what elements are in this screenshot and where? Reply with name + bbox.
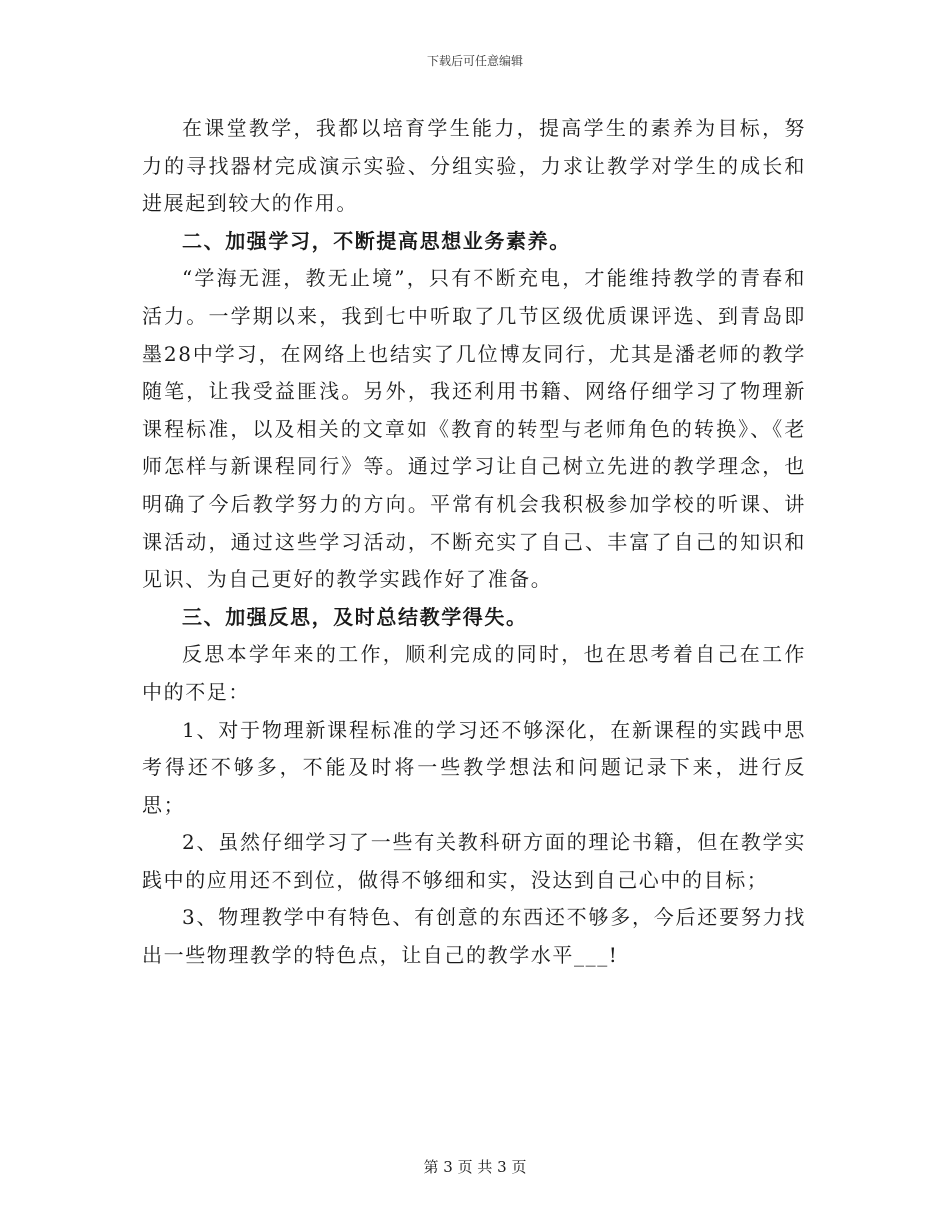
list-item-2: 2、虽然仔细学习了一些有关教科研方面的理论书籍，但在教学实践中的应用还不到位，做得不够细和实，没达到自己心中的目标； [142, 830, 806, 892]
paragraph-reflection-intro: 反思本学年来的工作，顺利完成的同时，也在思考着自己在工作中的不足： [142, 642, 806, 704]
paragraph-classroom-teaching: 在课堂教学，我都以培育学生能力，提高学生的素养为目标，努力的寻找器材完成演示实验、分组实验，力求让教学对学生的成长和进展起到较大的作用。 [142, 116, 806, 216]
list-item-1: 1、对于物理新课程标准的学习还不够深化，在新课程的实践中思考得还不够多，不能及时将一些教学想法和问题记录下来，进行反思； [142, 717, 806, 817]
page-number-footer: 第 3 页 共 3 页 [423, 1158, 527, 1176]
list-item-3: 3、物理教学中有特色、有创意的东西还不够多，今后还要努力找出一些物理教学的特色点，让自己的教学水平___! [142, 905, 806, 968]
section-heading-study: 二、加强学习，不断提高思想业务素养。 [182, 228, 571, 253]
section-heading-reflection: 三、加强反思，及时总结教学得失。 [182, 604, 528, 629]
document-body [142, 110, 806, 975]
paragraph-study: “学海无涯，教无止境”，只有不断充电，才能维持教学的青春和活力。一学期以来，我到七中听取了几节区级优质课评选、到青岛即墨28中学习，在网络上也结实了几位博友同行，尤其是潘老师的教学随笔，让我受益匪浅。另外，我还利用书籍、网络仔细学习了物理新课程标准，以及相关的文章如《教育的转型与老师角色的转换》、《老师怎样与新课程同行》等。通过学习让自己树立先进的教学理念，也明确了今后教学努力的方向。平常有机会我积极参加学校的听课、讲课活动，通过这些学习活动，不断充实了自己、丰富了自己的知识和见识、为自己更好的教学实践作好了准备。 [142, 266, 806, 592]
page-header-note: 下载后可任意编辑 [426, 54, 523, 68]
